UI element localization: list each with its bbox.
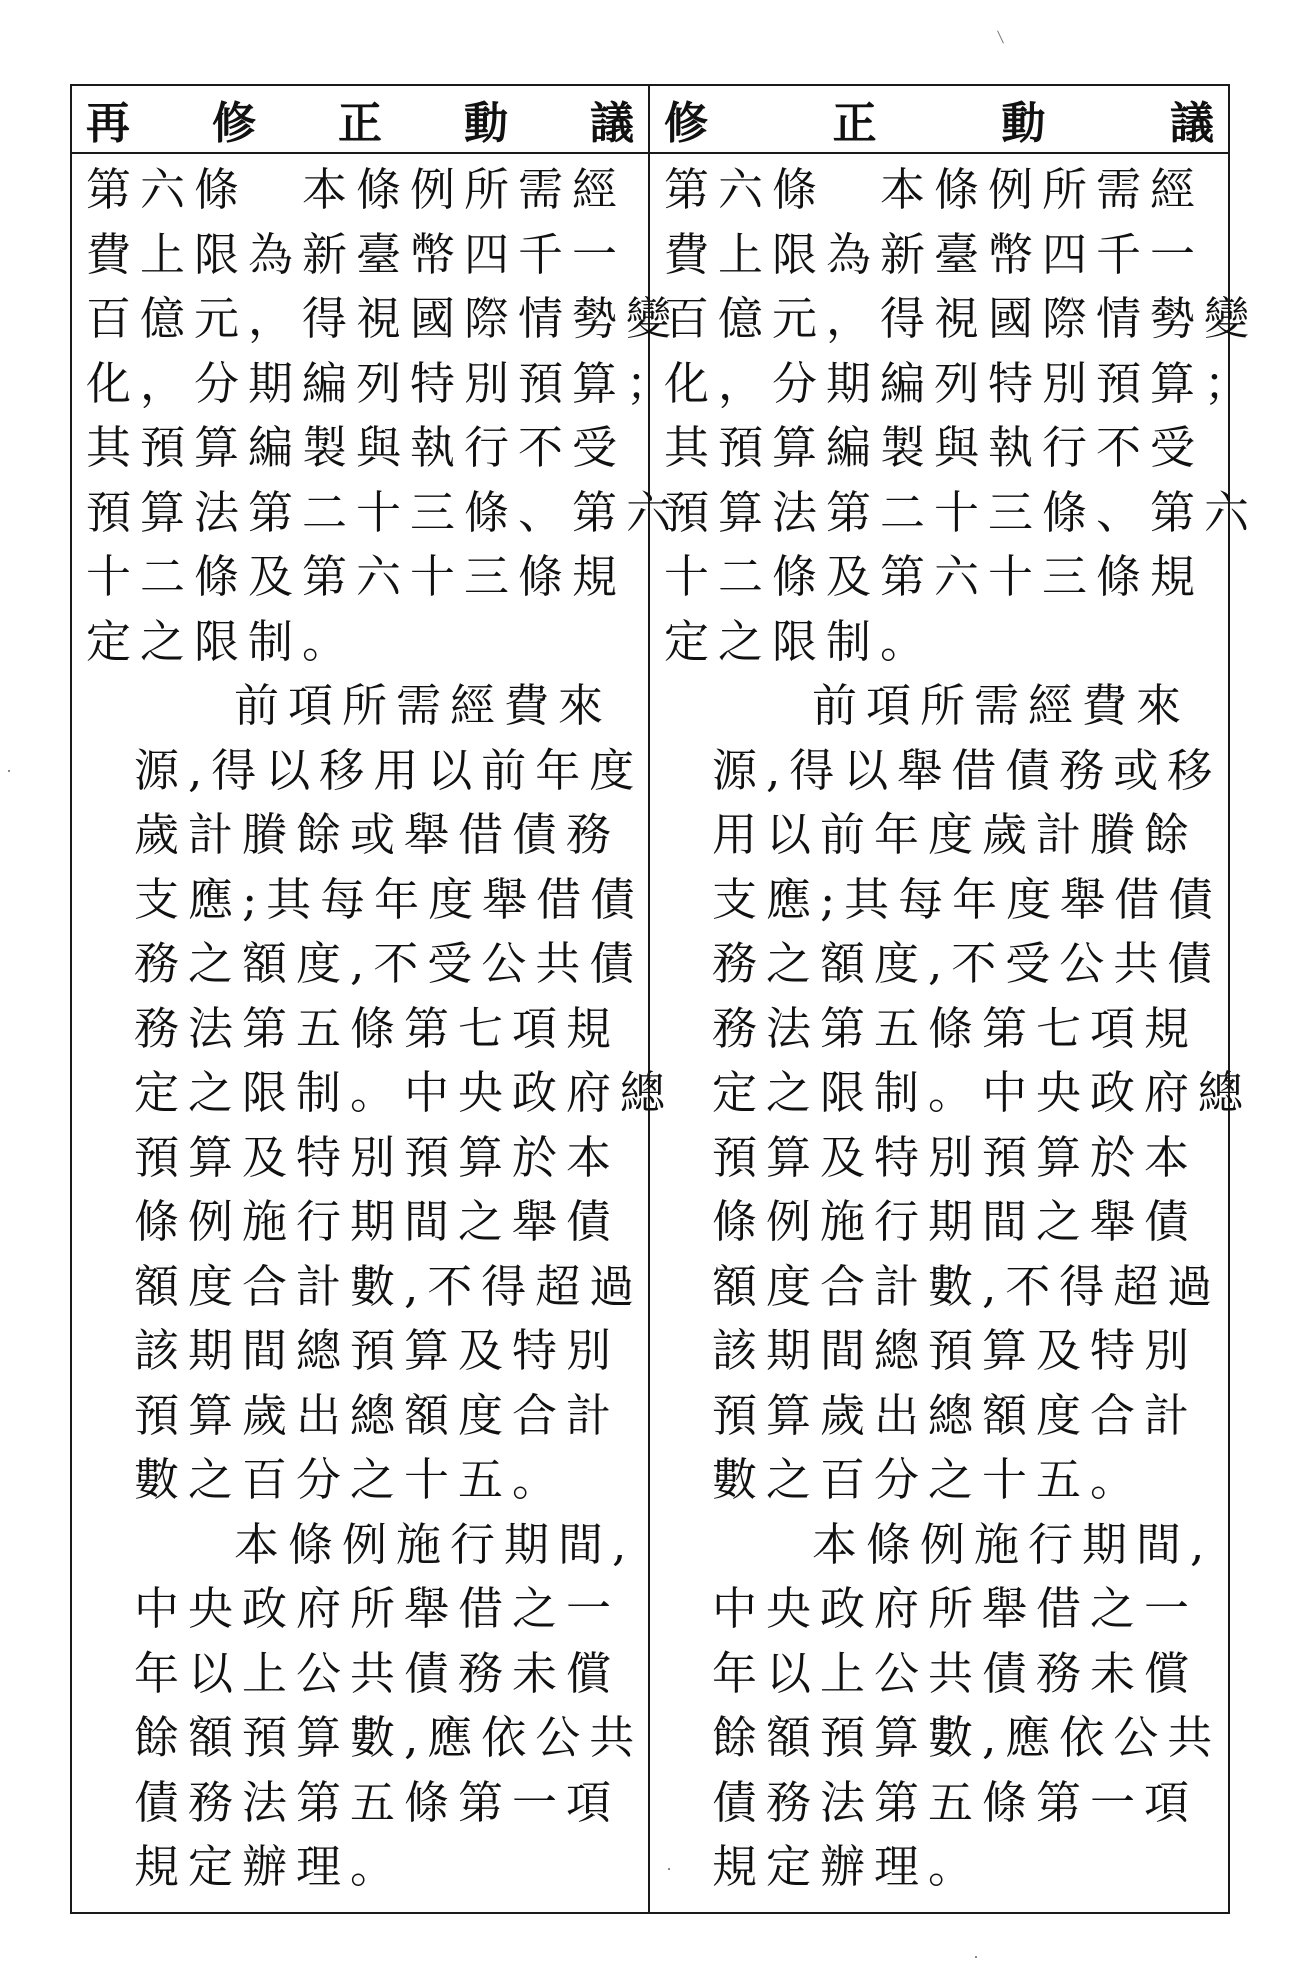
- header-char: 修: [212, 98, 256, 149]
- text-line: 餘額預算數,應依公共: [712, 1711, 1222, 1764]
- header-char: 議: [590, 98, 634, 149]
- text-line: 條例施行期間之舉債: [134, 1195, 621, 1248]
- text-line: 百億元，得視國際情勢變: [86, 292, 681, 345]
- text-line: 化，分期編列特別預算；: [664, 356, 1259, 410]
- text-line: 預算歲出總額度合計: [712, 1388, 1199, 1442]
- text-line: 該期間總預算及特別: [712, 1324, 1199, 1377]
- text-line: 債務法第五條第一項: [134, 1775, 621, 1829]
- header-char: 正: [832, 98, 877, 149]
- text-line: 餘額預算數,應依公共: [134, 1711, 644, 1764]
- text-line: 數之百分之十五。: [134, 1453, 567, 1506]
- text-line: 年以上公共債務未償: [134, 1646, 621, 1700]
- text-line: 務之額度,不受公共債: [134, 937, 644, 990]
- text-line: 本條例施行期間,: [234, 1517, 636, 1571]
- header-char: 議: [1169, 98, 1214, 149]
- article-6-second-paragraph: [650, 674, 1253, 1513]
- text-line: 規定辦理。: [134, 1840, 405, 1893]
- text-line: 第六條 本條例所需經: [86, 163, 627, 216]
- text-line: 預算及特別預算於本: [712, 1130, 1199, 1184]
- text-line: 規定辦理。: [712, 1840, 983, 1893]
- header-char: 再: [86, 98, 130, 149]
- comparison-table: [70, 84, 1259, 1914]
- text-line: 預算法第二十三條、第六: [86, 485, 681, 539]
- article-6-third-paragraph: [650, 1513, 1228, 1900]
- text-line: 中央政府所舉借之一: [712, 1582, 1199, 1635]
- article-6-first-paragraph: [72, 154, 681, 674]
- text-line: 支應;其每年度舉借債: [712, 872, 1223, 926]
- text-line: 務法第五條第七項規: [134, 1001, 621, 1055]
- text-line: 該期間總預算及特別: [134, 1324, 621, 1377]
- text-line: 定之限制。中央政府總: [134, 1066, 675, 1119]
- article-6-first-paragraph: [650, 154, 1259, 674]
- header-char: 動: [464, 98, 508, 149]
- text-line: 預算及特別預算於本: [134, 1130, 621, 1184]
- text-line: 條例施行期間之舉債: [712, 1195, 1199, 1248]
- text-line: 十二條及第六十三條規: [86, 550, 627, 603]
- text-line: 定之限制。: [664, 614, 935, 668]
- text-line: 額度合計數,不得超過: [134, 1259, 644, 1313]
- paper-mark: [997, 30, 1004, 43]
- scan-speck: [975, 1956, 977, 1958]
- text-line: 其預算編製與執行不受: [86, 421, 627, 474]
- text-line: 費上限為新臺幣四千一: [86, 227, 627, 281]
- text-line: 本條例施行期間,: [812, 1517, 1214, 1571]
- text-line: 用以前年度歲計賸餘: [712, 808, 1199, 861]
- text-line: 定之限制。中央政府總: [712, 1066, 1253, 1119]
- text-line: 債務法第五條第一項: [712, 1775, 1199, 1829]
- text-line: 額度合計數,不得超過: [712, 1259, 1222, 1313]
- text-line: 前項所需經費來: [234, 679, 613, 732]
- text-line: 務之額度,不受公共債: [712, 937, 1222, 990]
- text-line: 前項所需經費來: [812, 679, 1191, 732]
- text-line: 預算歲出總額度合計: [134, 1388, 621, 1442]
- header-char: 動: [1001, 98, 1046, 149]
- text-line: 百億元，得視國際情勢變: [664, 292, 1259, 345]
- article-6-second-paragraph: [72, 674, 675, 1513]
- column-header-re-amendment: [72, 86, 648, 154]
- column-header-amendment: [650, 86, 1228, 154]
- article-6-third-paragraph: [72, 1513, 648, 1900]
- text-line: 定之限制。: [86, 614, 357, 668]
- column-amendment: [650, 86, 1259, 1912]
- text-line: 化，分期編列特別預算；: [86, 356, 681, 410]
- text-line: 費上限為新臺幣四千一: [664, 227, 1205, 281]
- header-char: 正: [338, 98, 382, 149]
- header-char: 修: [664, 98, 708, 149]
- text-line: 支應;其每年度舉借債: [134, 872, 645, 926]
- column-re-amendment: [72, 86, 681, 1912]
- text-line: 數之百分之十五。: [712, 1453, 1145, 1506]
- text-line: 歲計賸餘或舉借債務: [134, 808, 621, 861]
- text-line: 預算法第二十三條、第六: [664, 485, 1259, 539]
- text-line: 源,得以移用以前年度: [134, 743, 644, 797]
- text-line: 十二條及第六十三條規: [664, 550, 1205, 603]
- text-line: 第六條 本條例所需經: [664, 163, 1205, 216]
- text-line: 其預算編製與執行不受: [664, 421, 1205, 474]
- text-line: 中央政府所舉借之一: [134, 1582, 621, 1635]
- scan-speck: [8, 770, 10, 772]
- text-line: 年以上公共債務未償: [712, 1646, 1199, 1700]
- text-line: 務法第五條第七項規: [712, 1001, 1199, 1055]
- text-line: 源,得以舉借債務或移: [712, 743, 1222, 797]
